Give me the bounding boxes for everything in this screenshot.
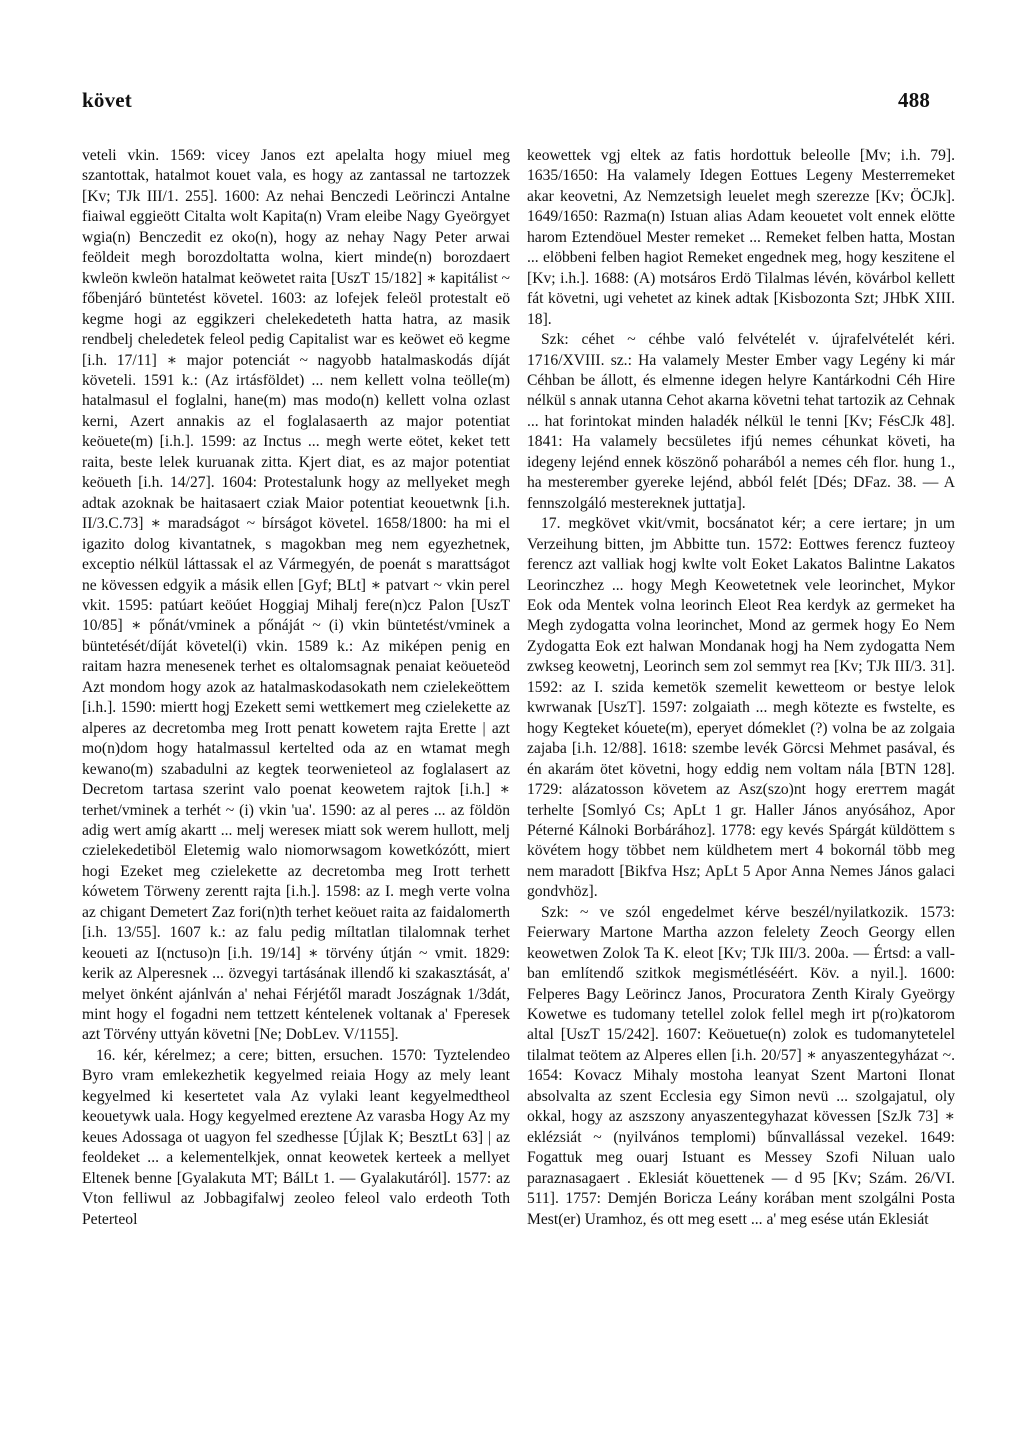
entry-paragraph: Szk: céhet ~ céhbe való felvételét v. újrafelvételét kéri. 1716/XVIII. sz.: Ha valamely Mester Ember vagy Legény ki már Céhban be állott, és elmenne idegen helyre Kantárkodni Céh Hire nélkül s annak utanna Cehot akarna követni tehat tartozik az Cehnak ... hat forintokat minden haladék nélkül le tenni [Kv; FésCJk 48]. 1841: Ha valamely becsületes ifjú nemes céhunkat követi, ha idegeny lejénd ennek köszönő poharából a nemes céh flor. hung 1., ha mesterember gyereke lejénd, abból felét [Dés; DFaz. 38. — A fennszolgáló mestereknek juttatja]. <box>527 331 955 512</box>
page-number: 488 <box>898 88 931 112</box>
right-column <box>527 146 955 1230</box>
entry-paragraph: 17. megkövet vkit/vmit, bocsánatot kér; a cere iertare; jn um Verzeihung bitten, jm Abbitte tun. 1572: Eottwes ferencz fuzteoy ferencz azt valliak hogj kwlte volt Eoket Lakatos Balintne Lakatos Leorinczhez ... hogy Megh Keowetetnek vele leorinchet, Mykor Eok oda Mentek volna leorinch Eleot Rea kerdyk az germeket ha Megh zydogatta volna leorinchet, Mond az germek hogy Eo Nem Zydogatta Eok ezt halwan Mondanak hogj ha Nem zydogatta Nem zwkseg keowetnj, Leorinch sem zol semmyt rea [Kv; TJk III/3. 31]. 1592: az I. szida kemetök szemelit kewetteom or bestye lelok kwrwanak [UszT]. 1597: zolgaiath ... megh kötezte es fwstelte, es hogy Kegteket kóuete(m), eperyet dómeklet (?) volna be az zolgaia zajaba [i.h. 12/88]. 1618: szembe levék Görcsi Mehmet pasával, és én akarám ötet követni, hogy eddig nem voltam nála [BTN 128]. 1729: alázatosson követem az Asz(szo)nt hogy ereттem magát terhelte [Somlyó Cs; ApLt 1 gr. Haller János anyósához, Apor Péterné Kálnoki Borbárához]. 1778: egy kevés Spárgát küldöttem s kövétem hogy többet nem küldhetem mert 4 bokornál több meg nem maradott [Bikfva Hsz; ApLt 5 Apor Anna Nemes János galaci gondvhöz]. <box>527 515 955 901</box>
entry-paragraph: veteli vkin. 1569: vicey Janos ezt apelalta hogy miuel meg szantottak, hatalmot kouet vala, es hogy az zantassal ne tartozzek [Kv; TJk III/1. 255]. 1600: Az nehai Benczedi Leörinczi Antalne fiaiwal eggieött Citalta wolt Kapita(n) Vram eleibe Nagy Gyeörgyet wgia(n) Benczedit ez oko(n), hogy az nehay Nagy Peter arwai feöldeit megh borozdoltatta wolna, kiert minde(n) borozdaert kwleön kwleön hatalmat keöwetet raita [UszT 15/182] ∗ kapitálist ~ főbenjáró büntetést követel. 1603: az lofejek feleöl protestalt eö kegme hogi az eggikzeri chelekedeteth hatta hatra, az masik rendbelj cheledetek feleol pedig Capitalist war es keöwet eö kegme [i.h. 17/11] ∗ major potenciát ~ nagyobb hatalmaskodás díját követeli. 1591 k.: (Az irtásföldet) ... nem kellett volna teölle(m) hatalmasul el foglalni, hane(m) mas modo(n) kellett volna ozlast kerni, Azert annakis az el foglalasaerth az major potentiat keöuete(m) [i.h.]. 1599: az Inctus ... megh werte eötet, keket tett raita, beste lelek kuruanak zitta. Kjert diat, es az major potentiat keöueth [i.h. 14/27]. 1604: Protestalunk hogy az mellyeket megh adtak azoknak be haitasaert cziak Maior potentiat keouetwnk [i.h. II/3.C.73] ∗ maradságot ~ bírságot követel. 1658/1800: ha mi el igazito dolog kivantatnek, s magokban meg nem egyezhetnek, exceptio nélkül láttassak el az Vármegyén, de poenát s marattságot ne kövessen edgyik a másik ellen [Gyf; BLt] ∗ patvart ~ vkin perel vkit. 1595: patúart keöúet Hoggiaj Mihalj fere(n)cz Palon [UszT 10/85] ∗ pőnát/vminek a pőnáját ~ (i) vkin büntetést/vminek a büntetését/díját követel(i) vkin. 1589 k.: Az miképen penig en raitam hazra menesenek terhet es oltalomsagnak penaiat keöueteöd Azt mondom hogy azok az hatalmaskodasokath nem czielekeöttem [i.h.]. 1590: miertt hogj Ezekett semi wettkemert meg czielekette az alperes az decretomba meg Irott penatt kowetem rajta Erette | azt mo(n)dom hogy hatalmassul kertelted oda az en wtamat megh kewano(m) szabadulni az kegtek teorwenieteol az foglalasert az Decretom tartasa szerint valo poenat keowetem rajtok [i.h.] ∗ terhet/vminek a terhét ~ (i) vkin 'ua'. 1590: az al peres ... az földön adig wert amíg akartt ... melj wereseк miatt sok werem hullott, melj czielekedetiböl Eletemig walo niomorwsagom kowetkózótt, miert hogi Ezeket meg czielekette az decretomba meg Irott terhett kówetem Törweny zerentt rajta [i.h.]. 1598: az I. megh verte volna az chigant Demetert Zaz fori(n)th terhet keöuet raita az faidalomerth [i.h. 13/55]. 1607 k.: az falu pedig míltatlan tilalomnak terhet keoueti az I(nctuso)n [i.h. 19/14] ∗ törvény útján ~ vmit. 1829: kerik az Alperesnek ... özvegyi tartásának illendő ki szakasztását, a' melyet önként ajánlván a' nehai Férjétől maradt Joszágnak 1/3dát, mint hogy el fogadni nem tettzett kéntelenek voltanak a' Fperesek azt Törvény uttyán követni [Ne; DobLev. V/1155]. <box>82 147 510 1044</box>
entry-paragraph: 16. kér, kérelmez; a cere; bitten, ersuchen. 1570: Tyztelendeo Byro vram emlekezhetik kegyelmed reiaia Hogy az mely leant kegyelmed ki kesertetet vala Az vylaki leant kegyelmedtheol keouetywk uala. Hogy kegyelmed ereztene Az varasba Hogy Az my keues Adossaga ot uagyon fel szedhesse [Újlak K; BesztLt 63] | az feoldeket ... a kelementelkjek, onnat keowetek kerteek a mellyet Eltenek benne [Gyalakuta MT; BálLt 1. — Gyalakutáról]. 1577: az Vton felliwul az Jobbagifalwj zeoleo feleol valo erdeoth Toth Peterteol <box>82 1046 510 1228</box>
headword: követ <box>82 88 132 112</box>
left-column <box>82 146 510 1230</box>
entry-paragraph: Szk: ~ ve szól engedelmet kérve beszél/nyilatkozik. 1573: Feierwary Martone Martha azzon felelety Zeoch Georgy ellen keowetwen Zolok Ta K. eleot [Kv; TJk III/3. 200a. — Értsd: a vall-ban említendő szitkok megismétléséért. Köv. a nyil.]. 1600: Felperes Bagy Leörincz Janos, Procuratora Zenth Kiraly Gyeörgy Kowetwe es tudomany tetellel zolok fellel megh irt p(ro)katorom altal [UszT 15/242]. 1607: Keöuetue(n) zolok es tudomanytetelel tilalmat teötem az Alperes ellen [i.h. 20/57] ∗ anyaszentegyházat ~. 1654: Kovacz Mihaly mostoha leanyat Szent Martoni Ilonat absolvalta az szent Ecclesia egy Simon nevü ... szolgajatul, oly okkal, hogy az aszszony anyaszentegyhazat kövessen [SzJk 73] ∗ eklézsiát ~ (nyilvános templomi) bűnvallással vezekel. 1649: Fogattuk meg ouarj Istuant es Messey Szofi Niluan ualo paraznasagaert . Eklesiát köuettenek — d 95 [Kv; Szám. 26/VI. 511]. 1757: Demjén Boricza Leány korában ment szolgálni Posta Mest(er) Uramhoz, és ott meg esett ... a' meg esése után Eklesiát <box>527 903 955 1228</box>
entry-paragraph: keowettek vgj eltek az fatis hordottuk beleolle [Mv; i.h. 79]. 1635/1650: Ha valamely Idegen Eottues Legeny Mesterremeket akar keovetni, Az Nemzetsigh leuelet megh szerezze [Kv; ÖCJk]. 1649/1650: Razma(n) Istuan alias Adam keouetet volt ennek elötte harom Eztendöuel Mester remeket ... Remeket felben hatta, Mostan ... elöbbeni felben hagiot Remeket engednek meg, hogy keszitene el [Kv; i.h.]. 1688: (A) motsáros Erdö Tilalmas lévén, kövárbol kellett fát követni, ugi vehetet az kinek adtak [Kisbozonta Szt; JHbK XIII. 18]. <box>527 147 955 328</box>
